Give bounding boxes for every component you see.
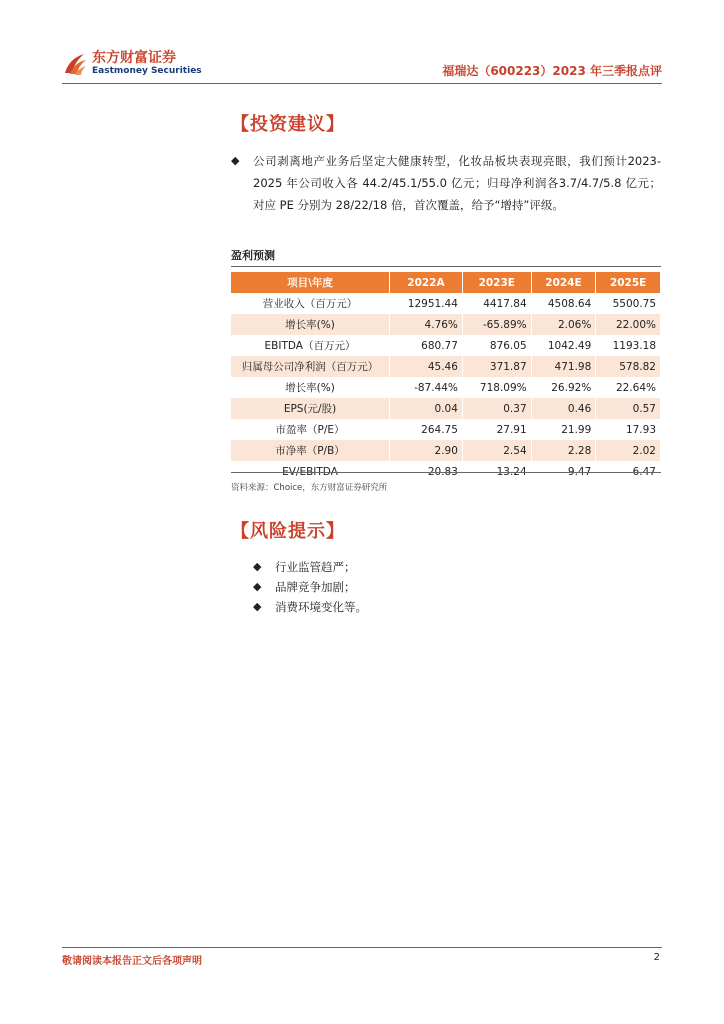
table-cell: 0.46 [531, 398, 596, 419]
table-cell: 21.99 [531, 419, 596, 440]
risk-item-text: 行业监管趋严； [275, 560, 356, 574]
investment-section-title: 【投资建议】 [231, 114, 345, 135]
table-cell: 1193.18 [596, 335, 661, 356]
table-cell: 45.46 [390, 356, 463, 377]
table-row [231, 419, 661, 440]
table-cell: -87.44% [390, 377, 463, 398]
page-number: 2 [653, 952, 660, 963]
table-row [231, 293, 661, 314]
table-cell: 371.87 [462, 356, 531, 377]
table-row [231, 377, 661, 398]
footer-disclaimer: 敬请阅读本报告正文后各项声明 [62, 956, 202, 967]
row-label: 市净率（P/B） [231, 440, 390, 461]
table-cell: 578.82 [596, 356, 661, 377]
table-cell: 680.77 [390, 335, 463, 356]
table-cell: 2.02 [596, 440, 661, 461]
table-cell: 2.28 [531, 440, 596, 461]
logo-english-name: Eastmoney Securities [92, 66, 202, 76]
table-cell: 2.90 [390, 440, 463, 461]
table-cell: 4417.84 [462, 293, 531, 314]
list-item [253, 597, 367, 617]
table-cell: 6.47 [596, 461, 661, 482]
eastmoney-logo-icon [62, 51, 88, 77]
table-row [231, 356, 661, 377]
table-top-rule [231, 266, 661, 267]
list-item [253, 557, 367, 577]
table-cell: 471.98 [531, 356, 596, 377]
company-logo [62, 50, 202, 77]
risk-section-title: 【风险提示】 [231, 521, 345, 542]
table-source-note: 资料来源：Choice，东方财富证券研究所 [231, 483, 388, 493]
list-item [253, 577, 367, 597]
table-cell: 4.76% [390, 314, 463, 335]
table-header-cell: 项目\年度 [231, 272, 390, 293]
diamond-bullet-icon: ◆ [253, 560, 262, 573]
diamond-bullet-icon: ◆ [253, 580, 262, 593]
table-cell: 264.75 [390, 419, 463, 440]
row-label: 归属母公司净利润（百万元） [231, 356, 390, 377]
table-cell: 13.24 [462, 461, 531, 482]
table-row [231, 335, 661, 356]
diamond-bullet-icon: ◆ [231, 154, 240, 167]
table-header-cell: 2025E [596, 272, 661, 293]
row-label: 增长率(%) [231, 314, 390, 335]
table-cell: 0.57 [596, 398, 661, 419]
row-label: EBITDA（百万元） [231, 335, 390, 356]
table-header-cell: 2022A [390, 272, 463, 293]
forecast-table [231, 272, 661, 482]
table-bottom-rule [231, 472, 661, 473]
table-header-cell: 2024E [531, 272, 596, 293]
table-cell: -65.89% [462, 314, 531, 335]
table-cell: 876.05 [462, 335, 531, 356]
header-divider [62, 83, 662, 84]
table-cell: 27.91 [462, 419, 531, 440]
table-cell: 2.54 [462, 440, 531, 461]
investment-bullet [231, 150, 661, 216]
table-row [231, 440, 661, 461]
risk-item-text: 消费环境变化等。 [275, 600, 367, 614]
table-cell: 4508.64 [531, 293, 596, 314]
table-row [231, 398, 661, 419]
table-cell: 0.04 [390, 398, 463, 419]
logo-chinese-name: 东方财富证券 [92, 50, 176, 66]
table-cell: 718.09% [462, 377, 531, 398]
table-cell: 2.06% [531, 314, 596, 335]
table-cell: 26.92% [531, 377, 596, 398]
table-header-cell: 2023E [462, 272, 531, 293]
table-row [231, 314, 661, 335]
table-cell: 22.00% [596, 314, 661, 335]
forecast-table-title: 盈利预测 [231, 249, 275, 262]
table-cell: 17.93 [596, 419, 661, 440]
table-cell: 9.47 [531, 461, 596, 482]
footer-divider [62, 947, 662, 948]
table-cell: 12951.44 [390, 293, 463, 314]
row-label: 营业收入（百万元） [231, 293, 390, 314]
table-cell: 0.37 [462, 398, 531, 419]
investment-text: 公司剥离地产业务后坚定大健康转型，化妆品板块表现亮眼，我们预计2023-2025 年公司收入各 44.2/45.1/55.0 亿元；归母净利润各3.7/4.7/5.8 亿元；对应 PE 分别为 28/22/18 倍，首次覆盖，给予“增持”评级。 [253, 154, 661, 212]
row-label: EPS(元/股) [231, 398, 390, 419]
report-title: 福瑞达（600223）2023 年三季报点评 [442, 64, 662, 78]
table-header-row [231, 272, 661, 293]
table-cell: 1042.49 [531, 335, 596, 356]
table-cell: 20.83 [390, 461, 463, 482]
diamond-bullet-icon: ◆ [253, 600, 262, 613]
row-label: 增长率(%) [231, 377, 390, 398]
table-cell: 22.64% [596, 377, 661, 398]
risk-list [253, 557, 367, 617]
row-label: EV/EBITDA [231, 461, 390, 482]
row-label: 市盈率（P/E） [231, 419, 390, 440]
risk-item-text: 品牌竞争加剧； [275, 580, 356, 594]
table-cell: 5500.75 [596, 293, 661, 314]
